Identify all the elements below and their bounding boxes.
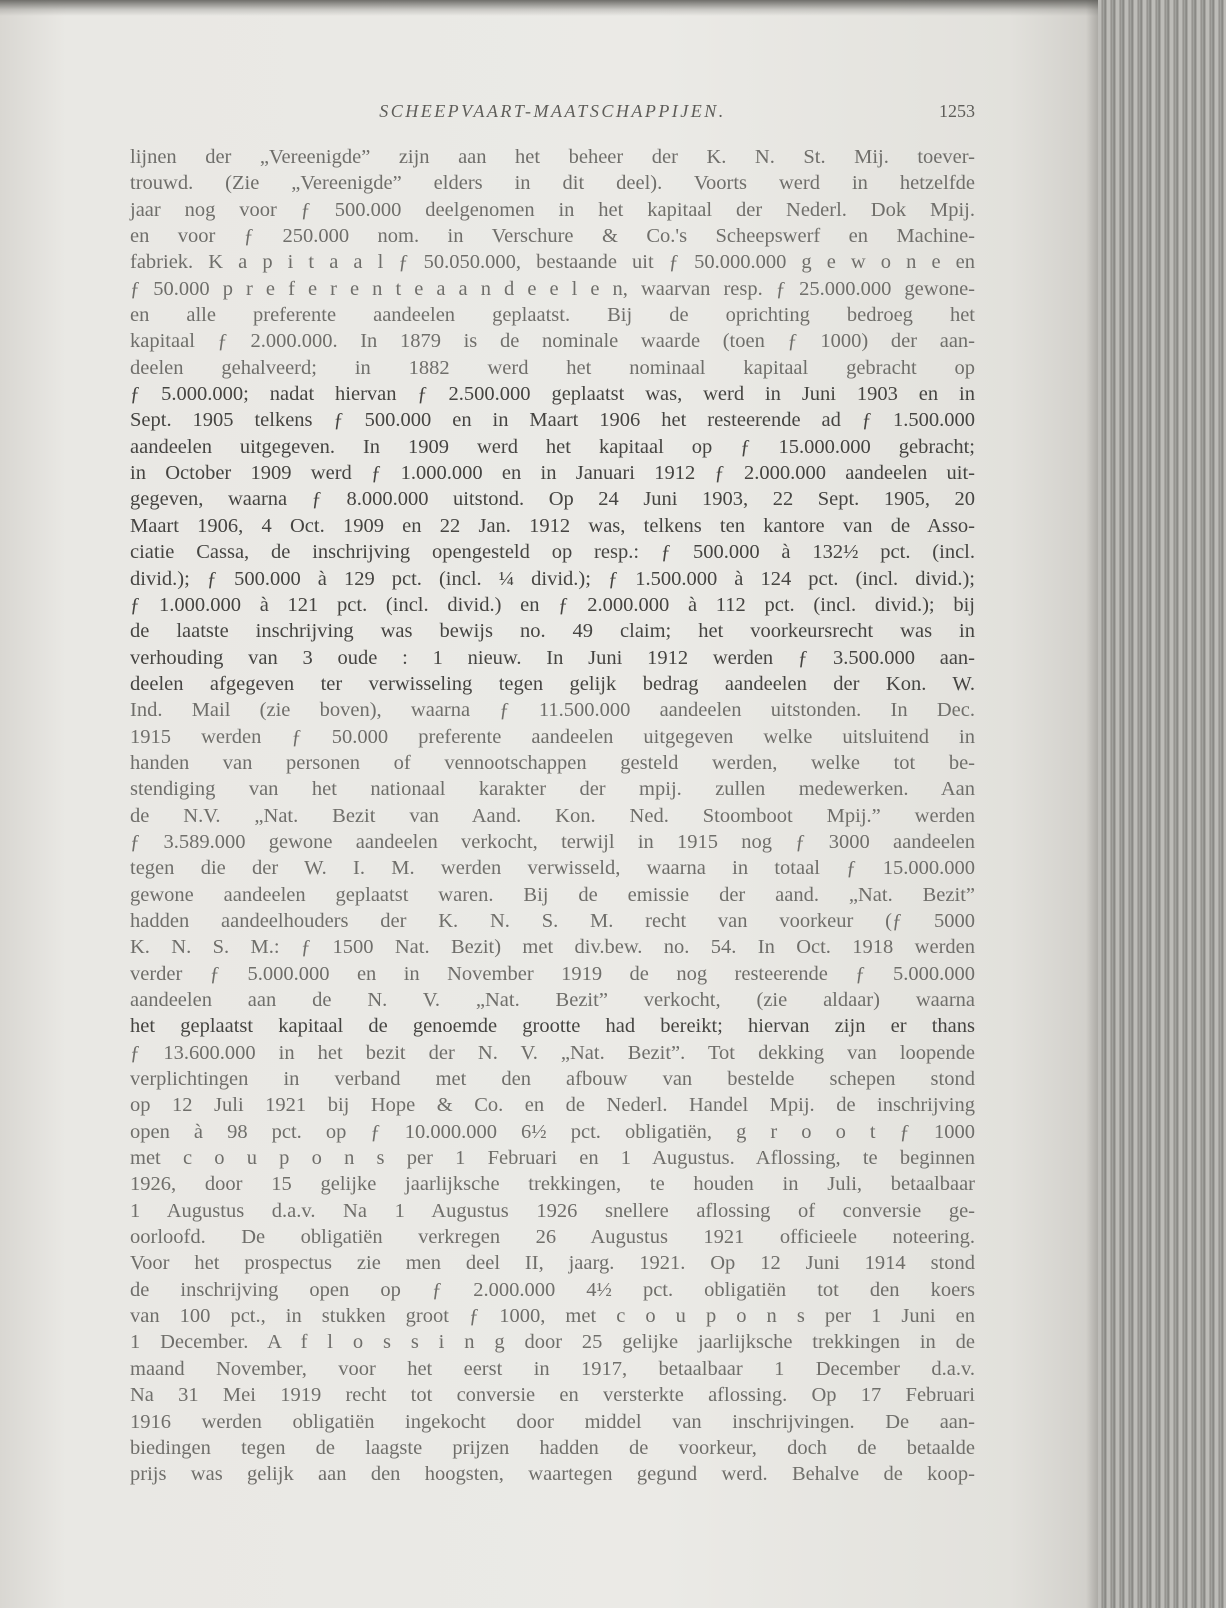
text-line: de N.V. „Nat. Bezit van Aand. Kon. Ned. Stoomboot Mpij.” werden — [130, 804, 975, 827]
text-line: stendiging van het nationaal karakter der mpij. zullen medewerken. Aan — [130, 778, 975, 801]
text-line: van 100 pct., in stukken groot ƒ 1000, met c o u p o n s per 1 Juni en — [130, 1305, 975, 1328]
text-line: divid.); ƒ 500.000 à 129 pct. (incl. ¼ divid.); ƒ 1.500.000 à 124 pct. (incl. divid.); — [130, 567, 975, 590]
text-line: ciatie Cassa, de inschrijving opengesteld op resp.: ƒ 500.000 à 132½ pct. (incl. — [130, 541, 975, 564]
text-line: het geplaatst kapitaal de genoemde grootte had bereikt; hiervan zijn er thans — [130, 1015, 975, 1038]
text-line: kapitaal ƒ 2.000.000. In 1879 is de nominale waarde (toen ƒ 1000) der aan- — [130, 330, 975, 353]
text-line: gegeven, waarna ƒ 8.000.000 uitstond. Op 24 Juni 1903, 22 Sept. 1905, 20 — [130, 488, 975, 511]
book-page-edges — [1098, 0, 1226, 1608]
text-line: de laatste inschrijving was bewijs no. 49 claim; het voorkeursrecht was in — [130, 620, 975, 643]
body-text — [130, 144, 975, 1514]
text-line: handen van personen of vennootschappen gesteld werden, welke tot be- — [130, 751, 975, 774]
text-line: 1915 werden ƒ 50.000 preferente aandeelen uitgegeven welke uitsluitend in — [130, 725, 975, 748]
text-line: deelen afgegeven ter verwisseling tegen gelijk bedrag aandeelen der Kon. W. — [130, 672, 975, 695]
text-line: gewone aandeelen geplaatst waren. Bij de emissie der aand. „Nat. Bezit” — [130, 883, 975, 906]
page-top-shadow — [0, 0, 1098, 16]
text-line: Sept. 1905 telkens ƒ 500.000 en in Maart 1906 het resteerende ad ƒ 1.500.000 — [130, 409, 975, 432]
text-line: ƒ 13.600.000 in het bezit der N. V. „Nat. Bezit”. Tot dekking van loopende — [130, 1041, 975, 1064]
text-line: Voor het prospectus zie men deel II, jaarg. 1921. Op 12 Juni 1914 stond — [130, 1252, 975, 1275]
text-line: verder ƒ 5.000.000 en in November 1919 de nog resteerende ƒ 5.000.000 — [130, 962, 975, 985]
text-line: open à 98 pct. op ƒ 10.000.000 6½ pct. obligatiën, g r o o t ƒ 1000 — [130, 1120, 975, 1143]
text-line: prijs was gelijk aan den hoogsten, waartegen gegund werd. Behalve de koop- — [130, 1463, 975, 1486]
text-line: hadden aandeelhouders der K. N. S. M. recht van voorkeur (ƒ 5000 — [130, 909, 975, 932]
text-line: ƒ 50.000 p r e f e r e n t e a a n d e e l e n, waarvan resp. ƒ 25.000.000 gewone- — [130, 277, 975, 300]
page-number: 1253 — [939, 101, 975, 121]
text-line: 1 Augustus d.a.v. Na 1 Augustus 1926 snellere aflossing of conversie ge- — [130, 1199, 975, 1222]
text-line: verplichtingen in verband met den afbouw van bestelde schepen stond — [130, 1068, 975, 1091]
text-line: op 12 Juli 1921 bij Hope & Co. en de Nederl. Handel Mpij. de inschrijving — [130, 1094, 975, 1117]
text-line: 1916 werden obligatiën ingekocht door middel van inschrijvingen. De aan- — [130, 1410, 975, 1433]
text-line: aandeelen aan de N. V. „Nat. Bezit” verkocht, (zie aldaar) waarna — [130, 989, 975, 1011]
text-line: ƒ 3.589.000 gewone aandeelen verkocht, terwijl in 1915 nog ƒ 3000 aandeelen — [130, 830, 975, 853]
text-line: maand November, voor het eerst in 1917, betaalbaar 1 December d.a.v. — [130, 1357, 975, 1380]
text-line: aandeelen uitgegeven. In 1909 werd het kapitaal op ƒ 15.000.000 gebracht; — [130, 435, 975, 458]
page-header — [130, 101, 975, 131]
text-line: en voor ƒ 250.000 nom. in Verschure & Co.'s Scheepswerf en Machine- — [130, 225, 975, 248]
text-line: deelen gehalveerd; in 1882 werd het nominaal kapitaal gebracht op — [130, 356, 975, 379]
text-line: tegen die der W. I. M. werden verwisseld, waarna in totaal ƒ 15.000.000 — [130, 857, 975, 880]
text-line: de inschrijving open op ƒ 2.000.000 4½ pct. obligatiën tot den koers — [130, 1278, 975, 1301]
text-line: lijnen der „Vereenigde” zijn aan het beheer der K. N. St. Mij. toever- — [130, 146, 975, 168]
text-line: Maart 1906, 4 Oct. 1909 en 22 Jan. 1912 was, telkens ten kantore van de Asso- — [130, 514, 975, 537]
text-line: oorloofd. De obligatiën verkregen 26 Augustus 1921 officieele noteering. — [130, 1226, 975, 1249]
text-line: jaar nog voor ƒ 500.000 deelgenomen in het kapitaal der Nederl. Dok Mpij. — [130, 198, 975, 221]
text-line: in October 1909 werd ƒ 1.000.000 en in Januari 1912 ƒ 2.000.000 aandeelen uit- — [130, 462, 975, 485]
text-line: met c o u p o n s per 1 Februari en 1 Augustus. Aflossing, te beginnen — [130, 1147, 975, 1170]
text-line: 1926, door 15 gelijke jaarlijksche trekkingen, te houden in Juli, betaalbaar — [130, 1173, 975, 1196]
text-line: biedingen tegen de laagste prijzen hadden de voorkeur, doch de betaalde — [130, 1436, 975, 1459]
text-line: Na 31 Mei 1919 recht tot conversie en versterkte aflossing. Op 17 Februari — [130, 1384, 975, 1407]
text-line: K. N. S. M.: ƒ 1500 Nat. Bezit) met div.bew. no. 54. In Oct. 1918 werden — [130, 936, 975, 959]
text-line — [130, 1488, 975, 1514]
text-line: en alle preferente aandeelen geplaatst. Bij de oprichting bedroeg het — [130, 304, 975, 327]
text-line: trouwd. (Zie „Vereenigde” elders in dit deel). Voorts werd in hetzelfde — [130, 172, 975, 195]
text-line: ƒ 5.000.000; nadat hiervan ƒ 2.500.000 geplaatst was, werd in Juni 1903 en in — [130, 383, 975, 406]
running-title: SCHEEPVAART-MAATSCHAPPIJEN. — [379, 101, 726, 121]
text-line: 1 December. A f l o s s i n g door 25 gelijke jaarlijksche trekkingen in de — [130, 1331, 975, 1354]
text-line: ƒ 1.000.000 à 121 pct. (incl. divid.) en ƒ 2.000.000 à 112 pct. (incl. divid.); bij — [130, 593, 975, 616]
text-line: fabriek. K a p i t a a l ƒ 50.050.000, bestaande uit ƒ 50.000.000 g e w o n e en — [130, 251, 975, 274]
text-line: verhouding van 3 oude : 1 nieuw. In Juni 1912 werden ƒ 3.500.000 aan- — [130, 646, 975, 669]
text-line: Ind. Mail (zie boven), waarna ƒ 11.500.000 aandeelen uitstonden. In Dec. — [130, 699, 975, 722]
